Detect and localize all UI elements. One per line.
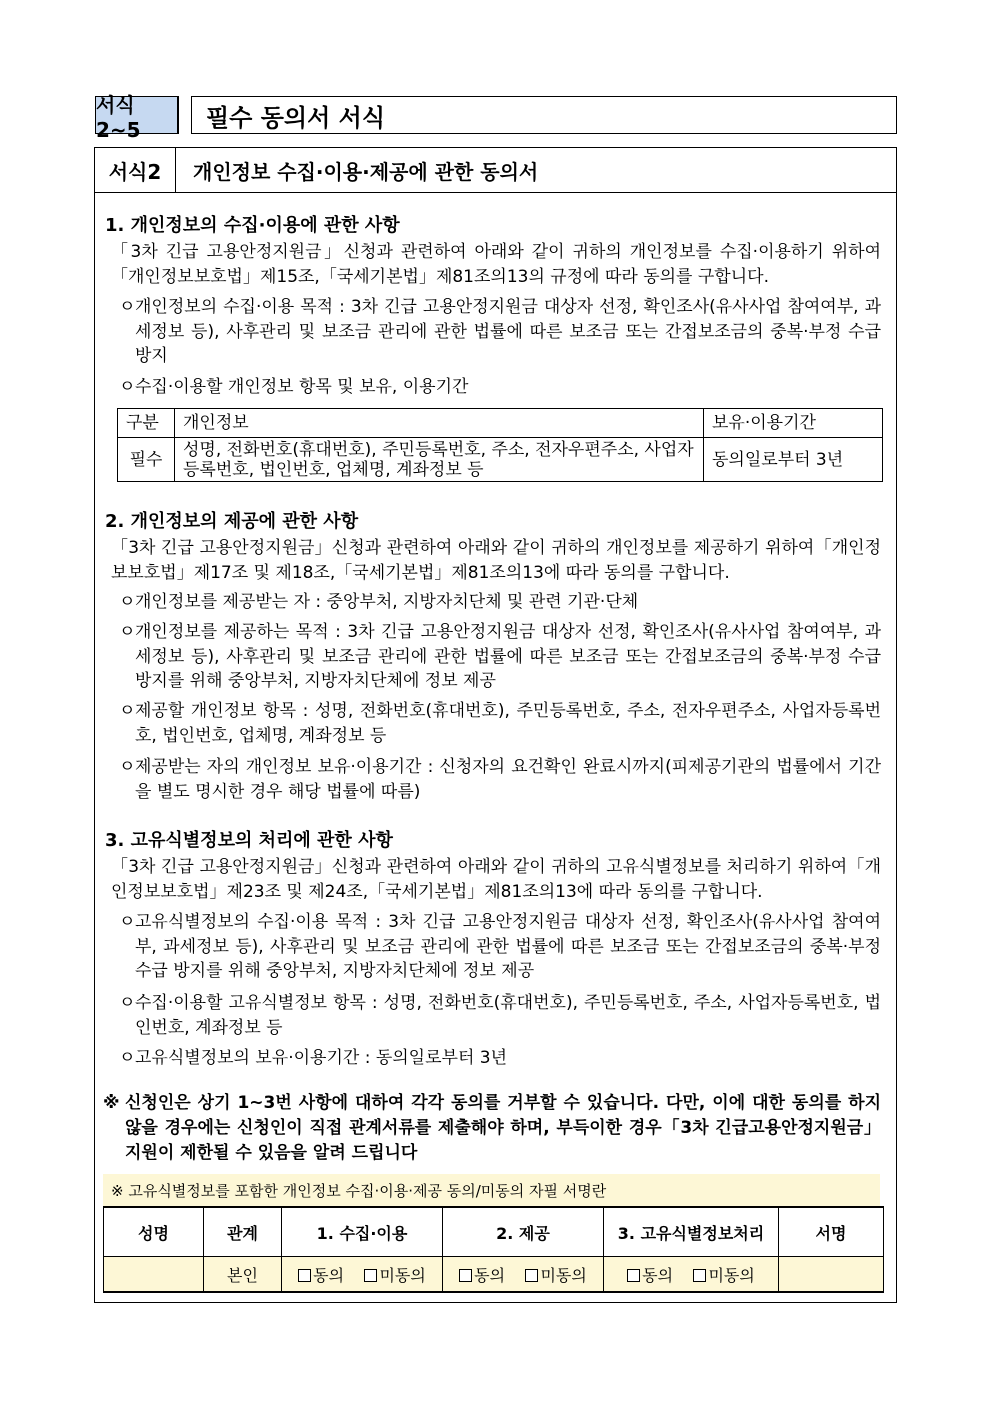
signature-header-cell: 서명: [779, 1207, 884, 1257]
name-input[interactable]: [104, 1257, 204, 1293]
notice-text: 신청인은 상기 1~3번 사항에 대하여 각각 동의를 거부할 수 있습니다. 다만, 이에 대한 동의를 하지 않을 경우에는 신청인이 직접 관계서류를 제출해야 하며, 부득이한 경우「3차 긴급고용안정지원금」지원이 제한될 수 있음을 알려 드립니다: [125, 1093, 881, 1163]
bullet-mark: ㅇ: [119, 592, 136, 612]
section2-item: [119, 620, 881, 694]
disagree-checkbox[interactable]: [525, 1266, 586, 1285]
section1-title: 1. 개인정보의 수집·이용에 관한 사항: [105, 215, 400, 236]
section2-item: [119, 590, 881, 615]
section2-item: [119, 755, 881, 804]
section1-intro: 「3차 긴급 고용안정지원금」신청과 관련하여 아래와 같이 귀하의 개인정보를 수집·이용하기 위하여「개인정보보호법」제15조,「국세기본법」제81조의13의 규정에 따라 동의를 구합니다.: [111, 242, 881, 287]
bullet-mark: ㅇ: [119, 297, 136, 317]
section1-item: [119, 295, 881, 369]
form-code: 서식2~5: [95, 96, 179, 134]
section3-title: 3. 고유식별정보의 처리에 관한 사항: [105, 830, 393, 851]
consent-header: [95, 148, 896, 193]
agree-label: 동의: [474, 1265, 506, 1285]
disagree-checkbox[interactable]: [364, 1266, 425, 1285]
bullet-mark: ㅇ: [119, 993, 136, 1013]
provision-consent: [443, 1257, 604, 1293]
item-text: 개인정보를 제공받는 자 : 중앙부처, 지방자치단체 및 관련 기관·단체: [135, 592, 639, 612]
section3-item: [119, 910, 881, 984]
agree-label: 동의: [642, 1265, 674, 1285]
section2-item: [119, 699, 881, 748]
disagree-label: 미동의: [540, 1265, 587, 1285]
form-title: 필수 동의서 서식: [191, 96, 897, 134]
section2-intro: 「3차 긴급 고용안정지원금」신청과 관련하여 아래와 같이 귀하의 개인정보를 제공하기 위하여「개인정보보호법」제17조 및 제18조,「국세기본법」제81조의13에 따라 동의를 구합니다.: [111, 538, 881, 583]
item-text: 개인정보를 제공하는 목적 : 3차 긴급 고용안정지원금 대상자 선정, 확인조사(유사사업 참여여부, 과세정보 등), 사후관리 및 보조금 관리에 관한 법률에 따른 보조금 또는 간접보조금의 중복·부정 수급 방지를 위해 중앙부처, 지방자치단체에 정보 제공: [135, 622, 881, 691]
signature-header-cell: 2. 제공: [443, 1207, 604, 1257]
section3-item: [119, 1046, 881, 1071]
item-text: 개인정보의 수집·이용 목적 : 3차 긴급 고용안정지원금 대상자 선정, 확인조사(유사사업 참여여부, 과세정보 등), 사후관리 및 보조금 관리에 관한 법률에 따른 보조금 또는 간접보조금의 중복·부정 수급 방지: [135, 297, 881, 366]
bullet-mark: ㅇ: [119, 1048, 136, 1068]
section1-item: [119, 375, 881, 400]
bullet-mark: ㅇ: [119, 701, 136, 721]
signature-header-cell: 1. 수집·이용: [282, 1207, 443, 1257]
disagree-label: 미동의: [708, 1265, 755, 1285]
agree-label: 동의: [313, 1265, 345, 1285]
signature-note: ※ 고유식별정보를 포함한 개인정보 수집·이용·제공 동의/미동의 자필 서명란: [103, 1174, 880, 1206]
bullet-mark: ㅇ: [119, 622, 136, 642]
refusal-notice: [103, 1091, 881, 1166]
signature-input[interactable]: [779, 1257, 884, 1293]
notice-mark: ※: [103, 1093, 120, 1113]
item-text: 제공받는 자의 개인정보 보유·이용기간 : 신청자의 요건확인 완료시까지(피제공기관의 법률에서 기간을 별도 명시한 경우 해당 법률에 따름): [135, 757, 881, 802]
table-cell: 성명, 전화번호(휴대번호), 주민등록번호, 주소, 전자우편주소, 사업자등록번호, 법인번호, 업체명, 계좌정보 등: [175, 438, 704, 482]
agree-checkbox[interactable]: [298, 1266, 344, 1285]
disagree-checkbox[interactable]: [693, 1266, 754, 1285]
consent-title: 개인정보 수집·이용·제공에 관한 동의서: [193, 159, 539, 184]
table-header-cell: 보유·이용기간: [704, 409, 883, 438]
item-text: 고유식별정보의 수집·이용 목적 : 3차 긴급 고용안정지원금 대상자 선정, 확인조사(유사사업 참여여부, 과세정보 등), 사후관리 및 보조금 관리에 관한 법률에 따른 보조금 또는 간접보조금의 중복·부정 수급 방지를 위해 중앙부처, 지방자치단체에 정보 제공: [135, 912, 881, 981]
section3-intro: 「3차 긴급 고용안정지원금」신청과 관련하여 아래와 같이 귀하의 고유식별정보를 처리하기 위하여「개인정보보호법」제23조 및 제24조,「국세기본법」제81조의13에 따라 동의를 구합니다.: [111, 857, 881, 902]
collection-consent: [282, 1257, 443, 1293]
item-text: 수집·이용할 고유식별정보 항목 : 성명, 전화번호(휴대번호), 주민등록번호, 주소, 사업자등록번호, 법인번호, 계좌정보 등: [135, 993, 881, 1038]
unique-id-consent: [604, 1257, 779, 1293]
bullet-mark: ㅇ: [119, 912, 136, 932]
consent-form: [94, 147, 897, 1303]
disagree-label: 미동의: [379, 1265, 426, 1285]
signature-header-cell: 3. 고유식별정보처리: [604, 1207, 779, 1257]
consent-code: 서식2: [95, 148, 176, 192]
bullet-mark: ㅇ: [119, 757, 136, 777]
signature-header-cell: 관계: [204, 1207, 282, 1257]
section3-item: [119, 991, 881, 1040]
item-text: 수집·이용할 개인정보 항목 및 보유, 이용기간: [135, 377, 469, 397]
bullet-mark: ㅇ: [119, 377, 136, 397]
table-header-cell: 개인정보: [175, 409, 704, 438]
signature-table: [103, 1206, 884, 1293]
section2-title: 2. 개인정보의 제공에 관한 사항: [105, 511, 359, 532]
agree-checkbox[interactable]: [627, 1266, 673, 1285]
signature-header-cell: 성명: [104, 1207, 204, 1257]
table-cell: 필수: [118, 438, 175, 482]
item-text: 고유식별정보의 보유·이용기간 : 동의일로부터 3년: [135, 1048, 508, 1068]
agree-checkbox[interactable]: [459, 1266, 505, 1285]
personal-info-table: [117, 408, 883, 482]
table-cell: 동의일로부터 3년: [704, 438, 883, 482]
table-header-cell: 구분: [118, 409, 175, 438]
item-text: 제공할 개인정보 항목 : 성명, 전화번호(휴대번호), 주민등록번호, 주소, 전자우편주소, 사업자등록번호, 법인번호, 업체명, 계좌정보 등: [135, 701, 881, 746]
form-header: [95, 92, 897, 142]
relation-cell: 본인: [204, 1257, 282, 1293]
